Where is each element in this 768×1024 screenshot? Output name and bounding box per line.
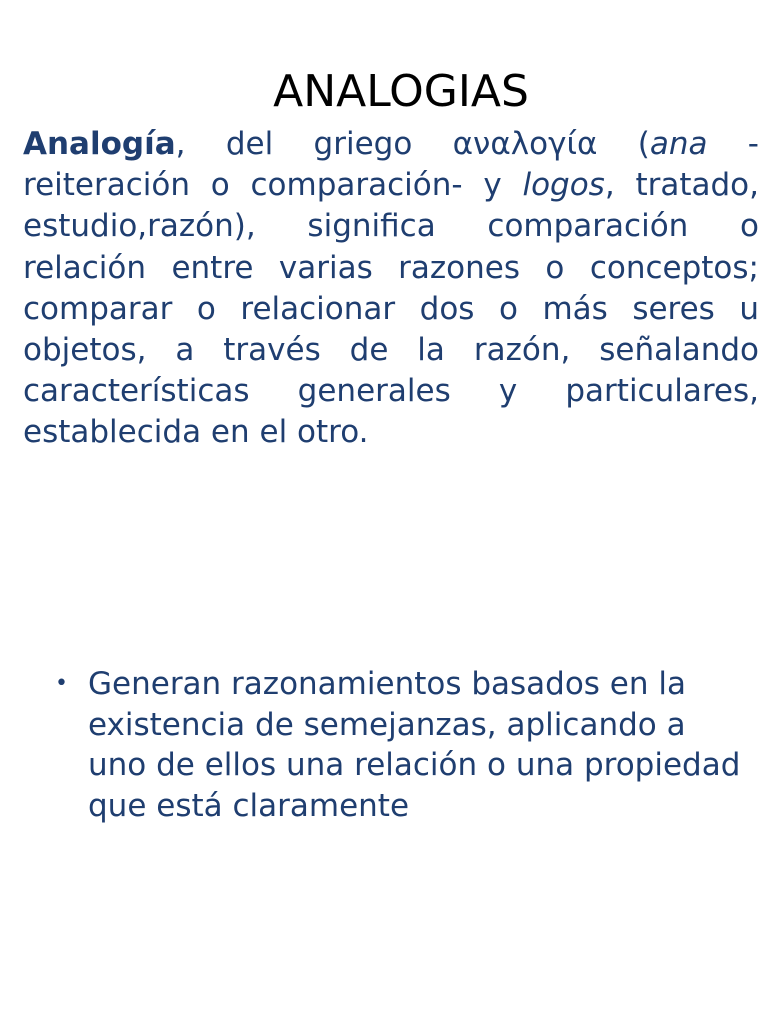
bullet-list: [55, 664, 745, 826]
definition-text-part-2: - reiteración o comparación- y: [23, 126, 759, 204]
bullet-item: [55, 664, 745, 826]
definition-text-part-3: , tratado, estudio,razón), significa comparación o relación entre varias razones o conceptos; comparar o relacionar dos o más seres u objetos, a través de la razón, señalando características generales y particulares, establecida en el otro.: [23, 167, 759, 451]
definition-term: Analogía: [23, 126, 176, 162]
definition-text-part-1: , del griego αναλογία (: [175, 126, 650, 162]
slide-title: ANALOGIAS: [273, 66, 529, 117]
bullet-text: Generan razonamientos basados en la existencia de semejanzas, aplicando a uno de ellos una relación o una propiedad que está claramente: [88, 666, 741, 824]
definition-logos: logos: [522, 167, 605, 204]
definition-paragraph: [23, 124, 759, 454]
definition-ana: ana: [649, 126, 708, 162]
bullet-icon: •: [55, 671, 68, 696]
